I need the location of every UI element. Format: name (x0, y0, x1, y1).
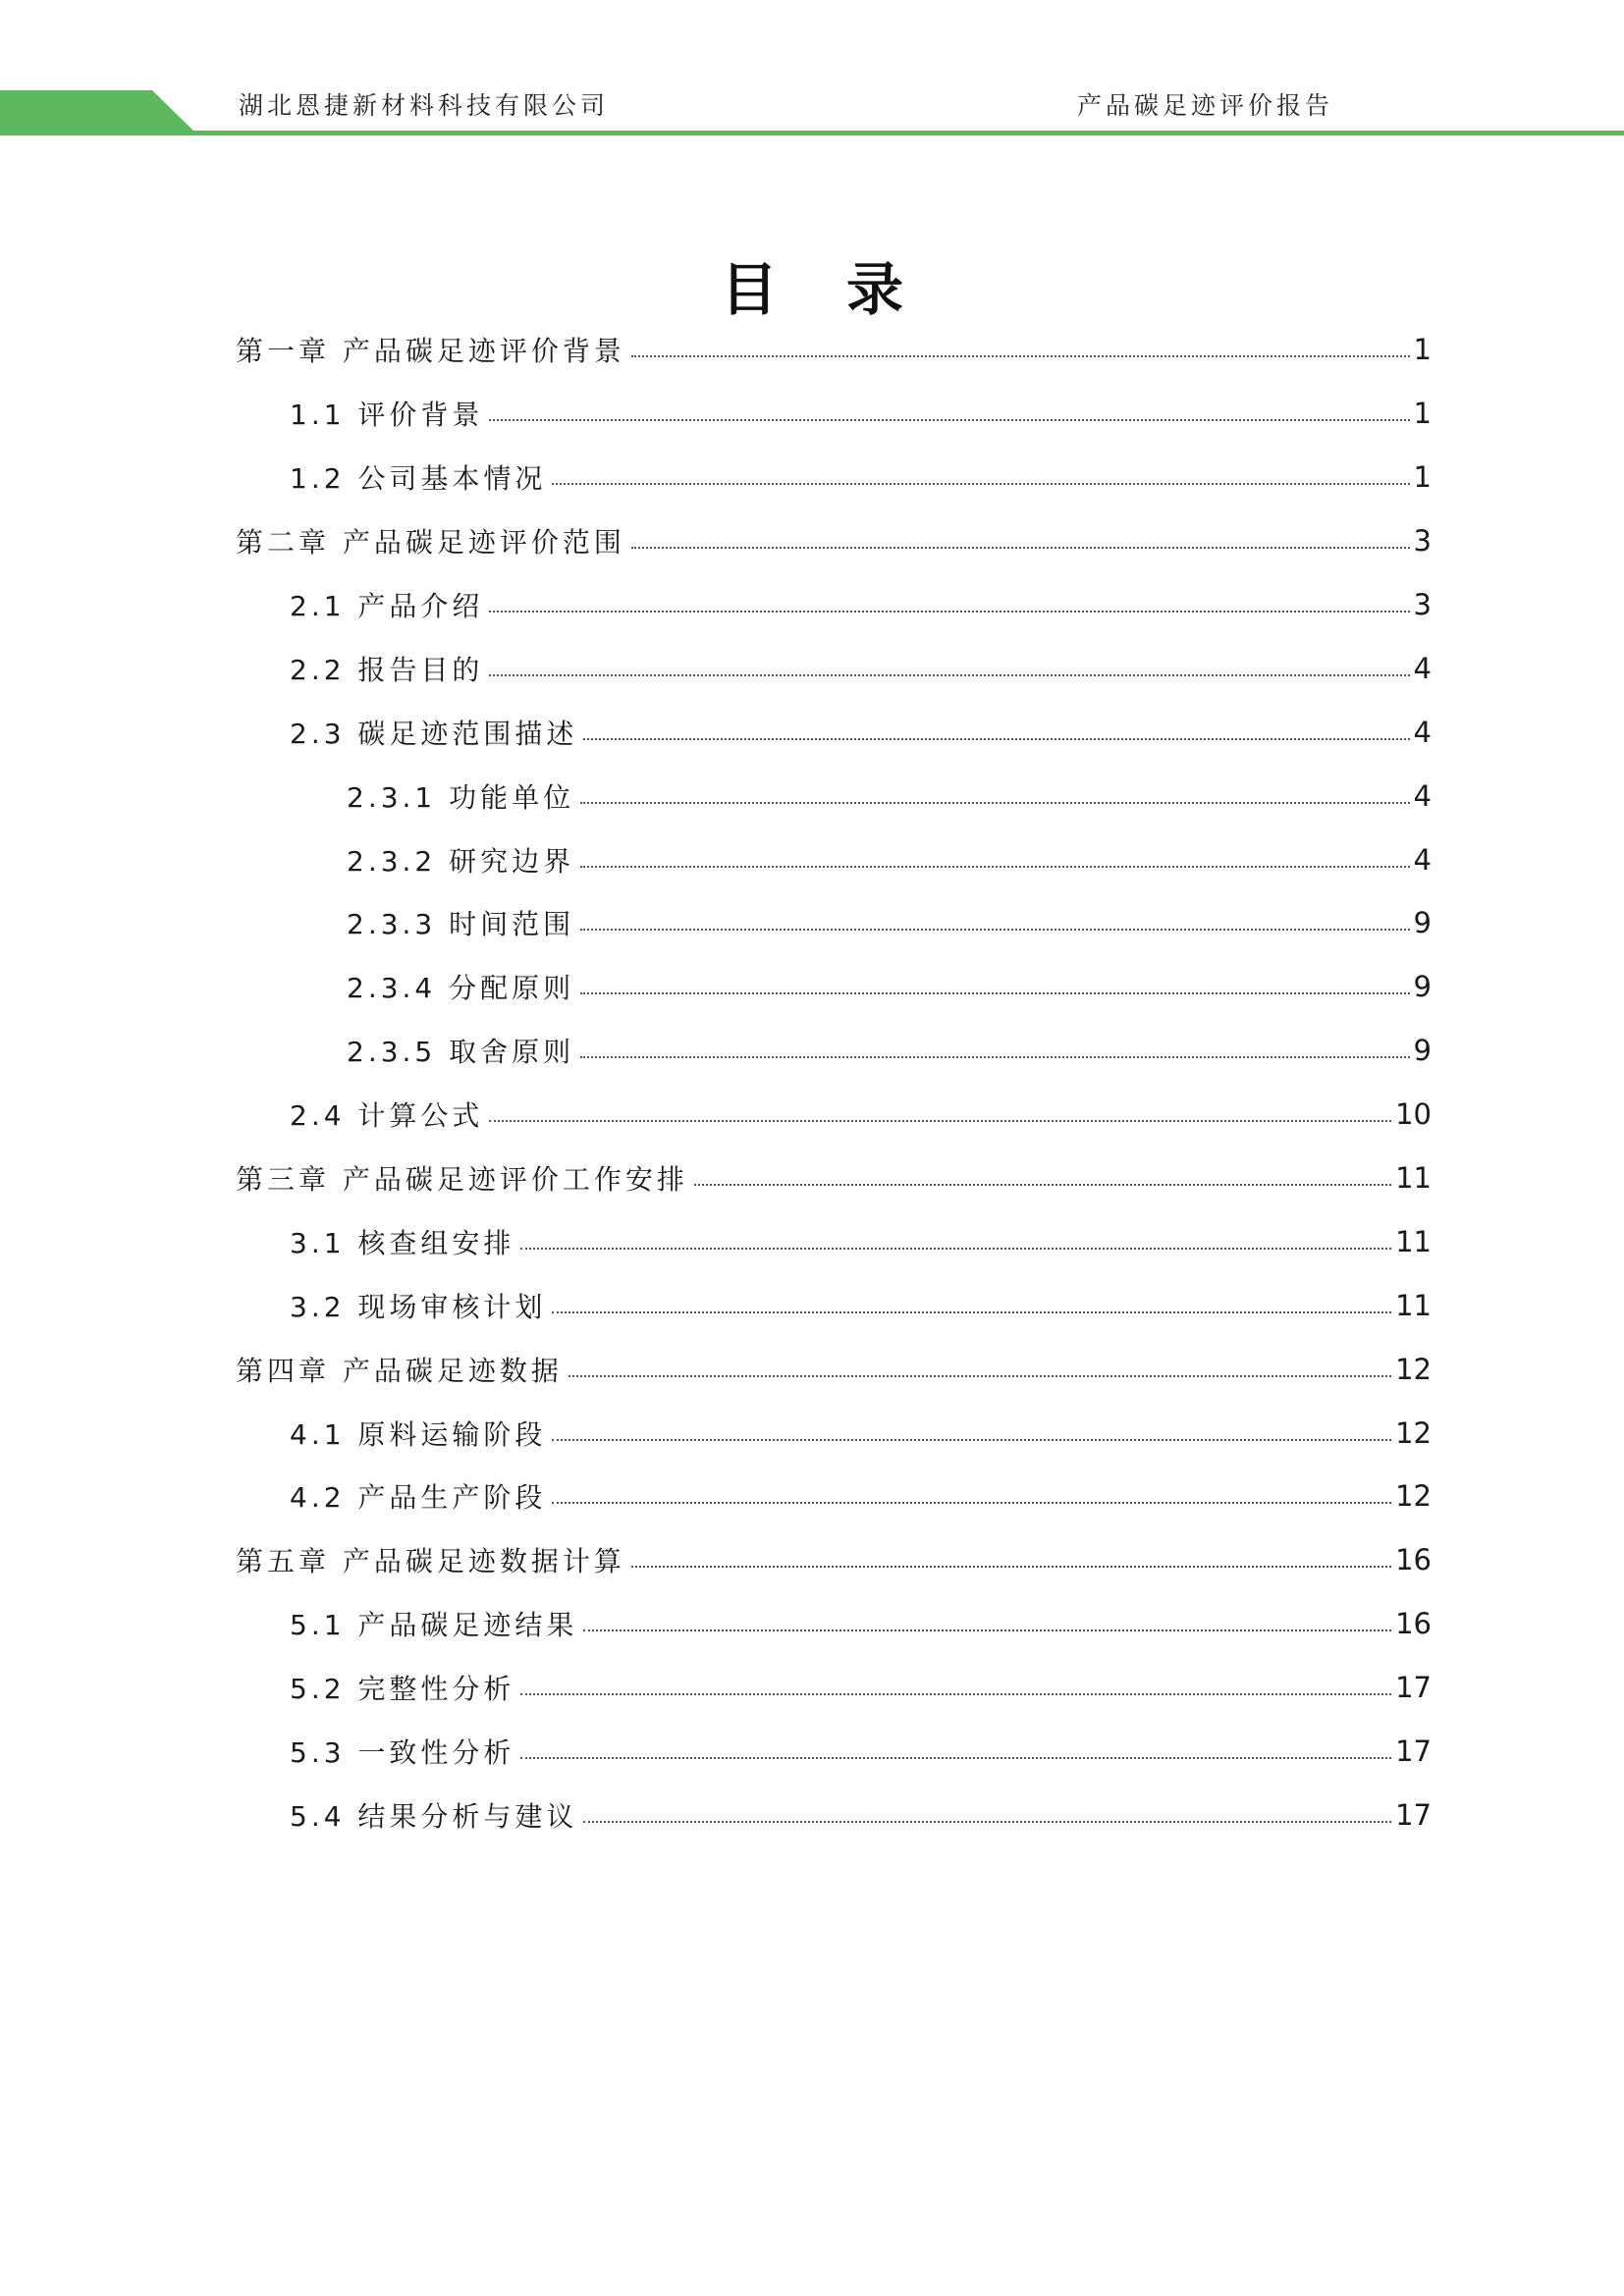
toc-page-number: 12 (1395, 1479, 1432, 1514)
toc-entry-label: 2.3.2 研究边界 (347, 844, 575, 878)
toc-dot-leader (580, 866, 1409, 868)
toc-section-entry[interactable] (0, 828, 1432, 891)
report-name: 产品碳足迹评价报告 (1077, 91, 1334, 120)
toc-entry-label: 3.2 现场审核计划 (290, 1290, 547, 1323)
toc-dot-leader (583, 1629, 1391, 1631)
toc-entry-label: 2.3.4 分配原则 (347, 972, 575, 1005)
toc-dot-leader (583, 738, 1409, 740)
toc-section-entry[interactable] (0, 1019, 1432, 1083)
toc-entry-label: 2.3.1 功能单位 (347, 780, 575, 814)
toc-dot-leader (580, 802, 1409, 804)
toc-dot-leader (552, 1311, 1391, 1313)
toc-section-entry[interactable] (0, 382, 1432, 446)
toc-page-number: 4 (1413, 715, 1432, 749)
toc-page-number: 17 (1395, 1671, 1432, 1705)
toc-chapter-entry[interactable] (0, 509, 1432, 573)
toc-dot-leader (568, 1375, 1391, 1377)
header-rule (0, 131, 1624, 135)
toc-dot-leader (489, 1120, 1391, 1122)
toc-dot-leader (552, 483, 1409, 485)
toc-page-number: 11 (1395, 1224, 1432, 1258)
toc-dot-leader (631, 1566, 1391, 1568)
toc-entry-label: 第二章 产品碳足迹评价范围 (236, 526, 625, 560)
toc-entry-label: 2.3.3 时间范围 (347, 908, 575, 941)
toc-entry-label: 第一章 产品碳足迹评价背景 (236, 335, 625, 368)
toc-page-number: 9 (1413, 906, 1432, 940)
toc-dot-leader (631, 547, 1410, 549)
toc-entry-label: 1.1 评价背景 (290, 399, 484, 432)
table-of-contents (0, 318, 1624, 1846)
toc-chapter-entry[interactable] (0, 1337, 1432, 1401)
toc-section-entry[interactable] (0, 1209, 1432, 1273)
toc-dot-leader (489, 674, 1409, 676)
toc-page-number: 4 (1413, 842, 1432, 877)
toc-dot-leader (520, 1757, 1391, 1759)
toc-page-number: 1 (1413, 397, 1432, 431)
company-name: 湖北恩捷新材料科技有限公司 (239, 91, 610, 120)
toc-entry-label: 5.1 产品碳足迹结果 (290, 1609, 578, 1642)
toc-page-number: 9 (1413, 1034, 1432, 1068)
toc-entry-label: 2.1 产品介绍 (290, 590, 484, 622)
toc-dot-leader (552, 1439, 1391, 1441)
toc-entry-label: 2.3 碳足迹范围描述 (290, 717, 578, 750)
toc-section-entry[interactable] (0, 636, 1432, 700)
toc-dot-leader (580, 992, 1409, 994)
toc-section-entry[interactable] (0, 891, 1432, 955)
toc-dot-leader (580, 929, 1409, 931)
toc-entry-label: 第五章 产品碳足迹数据计算 (236, 1545, 625, 1578)
toc-section-entry[interactable] (0, 955, 1432, 1019)
toc-page-number: 12 (1395, 1352, 1432, 1386)
toc-entry-label: 2.4 计算公式 (290, 1099, 484, 1133)
toc-page-number: 11 (1395, 1288, 1432, 1322)
toc-entry-label: 5.3 一致性分析 (290, 1736, 515, 1770)
toc-section-entry[interactable] (0, 573, 1432, 637)
toc-page-number: 16 (1395, 1607, 1432, 1641)
page-header (0, 0, 1624, 147)
toc-section-entry[interactable] (0, 1720, 1432, 1784)
toc-section-entry[interactable] (0, 1083, 1432, 1147)
toc-entry-label: 5.4 结果分析与建议 (290, 1799, 578, 1833)
toc-title: 目录 (720, 256, 972, 323)
toc-dot-leader (580, 1056, 1409, 1058)
toc-entry-label: 第四章 产品碳足迹数据 (236, 1354, 563, 1387)
toc-page-number: 17 (1395, 1797, 1432, 1832)
toc-page-number: 11 (1395, 1161, 1432, 1196)
toc-dot-leader (552, 1502, 1391, 1504)
toc-chapter-entry[interactable] (0, 1147, 1432, 1210)
toc-section-entry[interactable] (0, 1401, 1432, 1465)
header-accent-tab (0, 90, 196, 133)
toc-page-number: 1 (1413, 460, 1432, 495)
toc-section-entry[interactable] (0, 764, 1432, 828)
toc-page-number: 1 (1413, 333, 1432, 367)
toc-dot-leader (631, 355, 1410, 357)
toc-page-number: 4 (1413, 651, 1432, 685)
toc-section-entry[interactable] (0, 1783, 1432, 1846)
toc-chapter-entry[interactable] (0, 318, 1432, 382)
toc-section-entry[interactable] (0, 446, 1432, 509)
toc-entry-label: 第三章 产品碳足迹评价工作安排 (236, 1163, 688, 1197)
toc-dot-leader (520, 1248, 1391, 1250)
toc-page-number: 4 (1413, 778, 1432, 813)
toc-page-number: 3 (1413, 524, 1432, 559)
toc-page-number: 10 (1395, 1097, 1432, 1132)
toc-entry-label: 1.2 公司基本情况 (290, 462, 547, 496)
toc-page-number: 17 (1395, 1735, 1432, 1769)
toc-chapter-entry[interactable] (0, 1528, 1432, 1592)
toc-entry-label: 2.2 报告目的 (290, 653, 484, 686)
toc-entry-label: 4.2 产品生产阶段 (290, 1481, 547, 1515)
toc-section-entry[interactable] (0, 1465, 1432, 1528)
toc-entry-label: 3.1 核查组安排 (290, 1226, 515, 1259)
toc-page-number: 3 (1413, 588, 1432, 621)
toc-dot-leader (520, 1693, 1391, 1695)
toc-section-entry[interactable] (0, 1273, 1432, 1337)
toc-page-number: 12 (1395, 1415, 1432, 1450)
toc-section-entry[interactable] (0, 1592, 1432, 1656)
toc-page-number: 9 (1413, 970, 1432, 1004)
toc-page-number: 16 (1395, 1543, 1432, 1577)
toc-dot-leader (489, 611, 1409, 613)
toc-section-entry[interactable] (0, 1656, 1432, 1720)
toc-entry-label: 5.2 完整性分析 (290, 1673, 515, 1706)
toc-entry-label: 4.1 原料运输阶段 (290, 1417, 547, 1451)
toc-dot-leader (489, 419, 1409, 421)
toc-dot-leader (694, 1184, 1391, 1186)
toc-dot-leader (583, 1821, 1391, 1823)
toc-entry-label: 2.3.5 取舍原则 (347, 1036, 575, 1069)
toc-section-entry[interactable] (0, 700, 1432, 764)
